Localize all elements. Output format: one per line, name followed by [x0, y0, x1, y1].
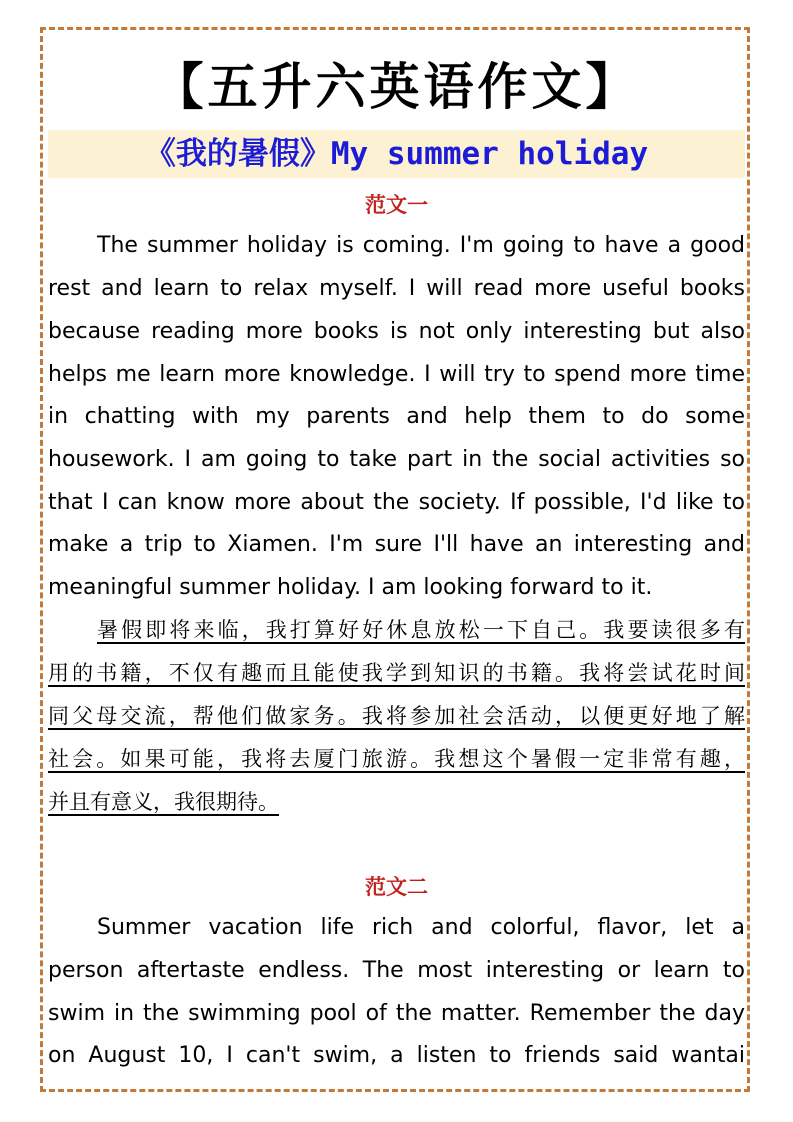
essay1-cn-line: 用的书籍，不仅有趣而且能使我学到知识的书籍。我将尝试花时间 [48, 661, 745, 685]
essay1-en-line: housework. I am going to take part in the social activities so [48, 447, 745, 472]
essay1-cn-line: 同父母交流，帮他们做家务。我将参加社会活动，以便更好地了解 [48, 704, 745, 728]
essay2-en-line: Summer vacation life rich and colorful, flavor, let a [97, 915, 745, 940]
essay1-cn-line: 暑假即将来临，我打算好好休息放松一下自己。我要读很多有 [97, 618, 745, 642]
essay2-en-line: on August 10, I can't swim, a listen to friends said wantai [48, 1043, 745, 1068]
essay1-en-line: because reading more books is not only interesting but also [48, 319, 745, 344]
essay2-heading: 范文二 [365, 875, 428, 899]
essay2-en-line: swim in the swimming pool of the matter. Remember the day [48, 1001, 745, 1026]
essay1-en-line: helps me learn more knowledge. I will try to spend more time [48, 362, 745, 387]
essay2-en-line: person aftertaste endless. The most interesting or learn to [48, 958, 745, 983]
essay1-cn-line: 并且有意义，我很期待。 [48, 790, 279, 814]
essay1-en-line: meaningful summer holiday. I am looking forward to it. [48, 575, 653, 600]
essay-subtitle: 《我的暑假》My summer holiday [48, 130, 745, 178]
essay1-en-line: in chatting with my parents and help them to do some [48, 404, 745, 429]
essay1-en-line: that I can know more about the society. If possible, I'd like to [48, 490, 745, 515]
essay1-cn-line: 社会。如果可能，我将去厦门旅游。我想这个暑假一定非常有趣， [48, 747, 745, 771]
essay1-en-line: The summer holiday is coming. I'm going to have a good [97, 233, 745, 258]
essay1-heading: 范文一 [365, 193, 428, 217]
essay1-en-line: rest and learn to relax myself. I will read more useful books [48, 276, 745, 301]
essay1-en-line: make a trip to Xiamen. I'm sure I'll have an interesting and [48, 532, 745, 557]
page-title: 【五升六英语作文】 [153, 57, 640, 116]
